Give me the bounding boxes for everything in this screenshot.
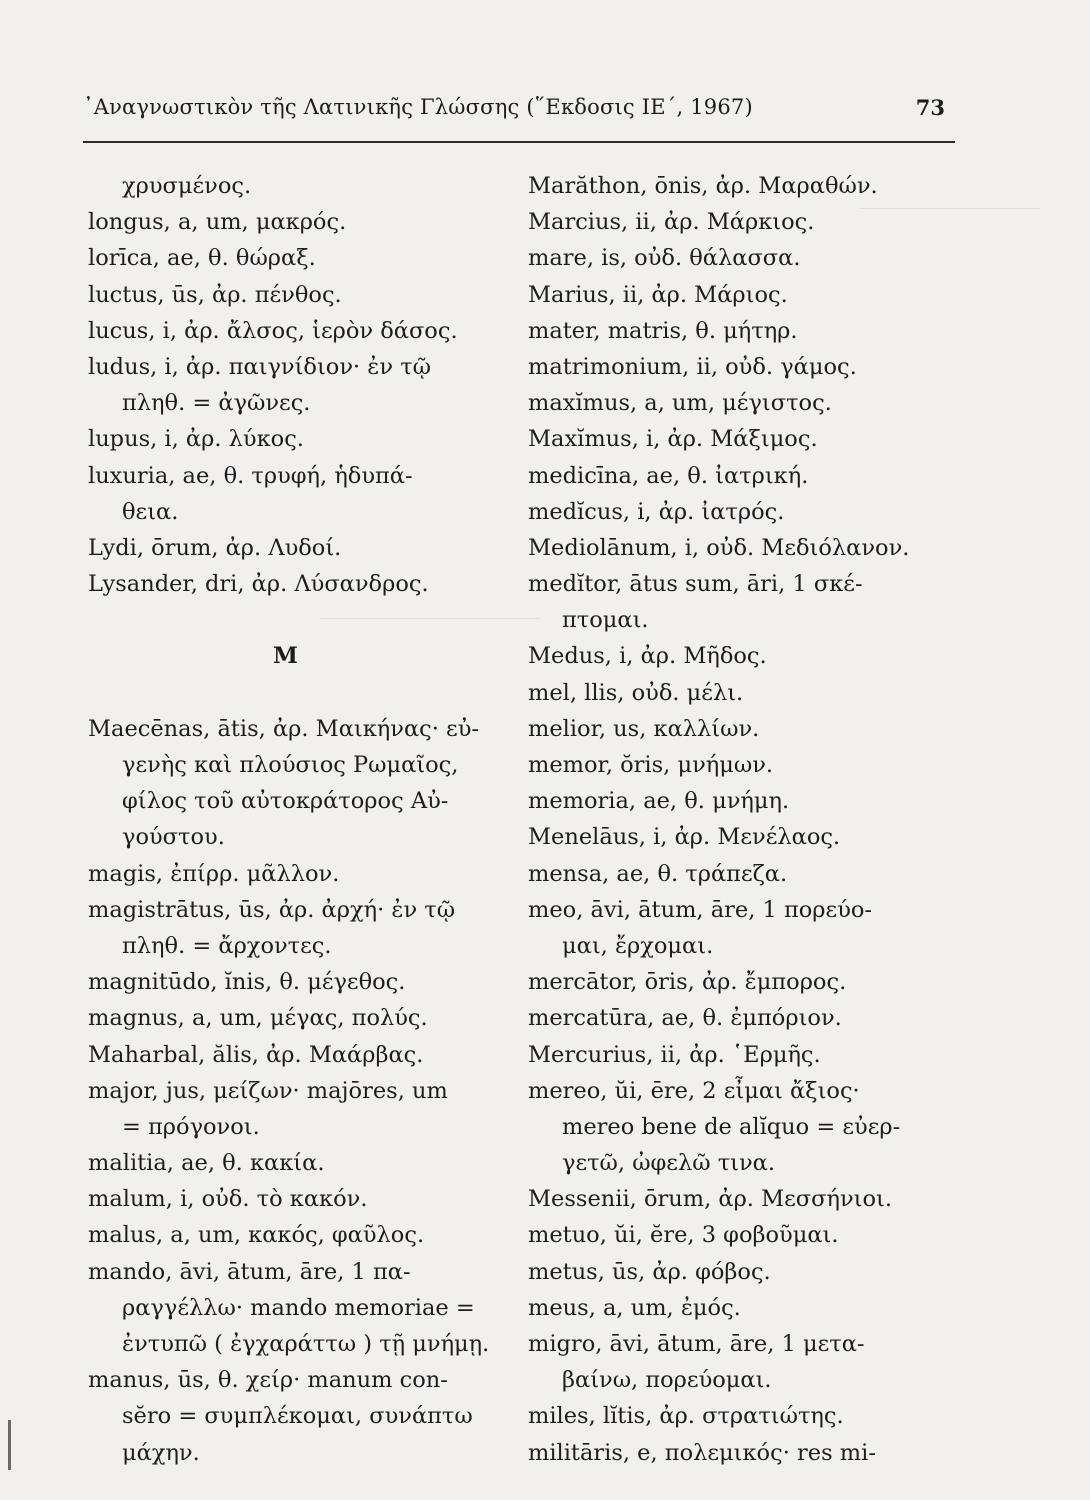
- dictionary-line: Marius, ii, ἀρ. Μάριος.: [528, 281, 788, 308]
- dictionary-line: = πρόγονοι.: [122, 1113, 260, 1140]
- dictionary-line: ραγγέλλω· mando memoriae =: [122, 1294, 475, 1321]
- dictionary-line: γενὴς καὶ πλούσιος Ρωμαῖος,: [122, 752, 459, 778]
- dictionary-line: melior, us, καλλίων.: [528, 715, 760, 742]
- dictionary-line: Mercurius, ii, ἀρ. ῾Ερμῆς.: [528, 1041, 821, 1068]
- dictionary-line: mercātor, ōris, ἀρ. ἔμπορος.: [528, 969, 847, 996]
- scan-edge-mark: [8, 1420, 11, 1470]
- dictionary-line: mereo, ŭi, ēre, 2 εἶμαι ἄξιος·: [528, 1077, 860, 1104]
- dictionary-line: lorīca, ae, θ. θώραξ.: [88, 245, 316, 272]
- dictionary-line: maxĭmus, a, um, μέγιστος.: [528, 390, 832, 417]
- dictionary-line: Menelāus, i, ἀρ. Μενέλαος.: [528, 824, 841, 851]
- dictionary-line: magnus, a, um, μέγας, πολύς.: [88, 1005, 428, 1032]
- right-column: [528, 168, 958, 1471]
- dictionary-line: migro, āvi, ātum, āre, 1 μετα-: [528, 1331, 865, 1357]
- dictionary-line: Maecēnas, ātis, ἀρ. Μαικήνας· εὐ-: [88, 715, 479, 742]
- dictionary-line: πληθ. = ἀγῶνες.: [122, 390, 311, 417]
- dictionary-line: sĕro = συμπλέκομαι, συνάπτω: [122, 1403, 473, 1430]
- dictionary-line: magistrātus, ūs, ἀρ. ἀρχή· ἐν τῷ: [88, 896, 456, 923]
- left-column: [88, 168, 533, 1471]
- dictionary-line: mel, llis, οὐδ. μέλι.: [528, 679, 744, 706]
- dictionary-line: meus, a, um, ἐμός.: [528, 1294, 741, 1321]
- dictionary-line: Messenii, ōrum, ἀρ. Μεσσήνιοι.: [528, 1186, 893, 1213]
- dictionary-line: mare, is, οὐδ. θάλασσα.: [528, 245, 801, 272]
- dictionary-line: militāris, e, πολεμικός· res mi-: [528, 1439, 876, 1466]
- dictionary-line: πληθ. = ἄρχοντες.: [122, 932, 332, 959]
- dictionary-line: malitia, ae, θ. κακία.: [88, 1150, 325, 1177]
- dictionary-line: matrimonium, ii, οὐδ. γάμος.: [528, 353, 857, 380]
- spacer: [88, 675, 533, 711]
- dictionary-line: malus, a, um, κακός, φαῦλος.: [88, 1222, 425, 1249]
- dictionary-line: Marăthon, ōnis, ἀρ. Μαραθών.: [528, 173, 878, 199]
- dictionary-line: metus, ūs, ἀρ. φόβος.: [528, 1258, 771, 1285]
- dictionary-line: memor, ŏris, μνήμων.: [528, 752, 774, 778]
- page-header: [83, 95, 953, 135]
- dictionary-line: longus, a, um, μακρός.: [88, 209, 347, 236]
- dictionary-line: medĭcus, i, ἀρ. ἰατρός.: [528, 498, 785, 525]
- dictionary-line: luctus, ūs, ἀρ. πένθος.: [88, 281, 342, 308]
- dictionary-line: medĭtor, ātus sum, āri, 1 σκέ-: [528, 571, 863, 598]
- dictionary-line: medicīna, ae, θ. ἰατρική.: [528, 462, 809, 489]
- dictionary-line: Medus, i, ἀρ. Μῆδος.: [528, 643, 767, 670]
- dictionary-line: magis, ἐπίρρ. μᾶλλον.: [88, 860, 340, 887]
- dictionary-line: luxuria, ae, θ. τρυφή, ἡδυπά-: [88, 462, 413, 489]
- dictionary-line: mando, āvi, ātum, āre, 1 πα-: [88, 1258, 411, 1285]
- dictionary-line: mercatūra, ae, θ. ἐμπόριον.: [528, 1005, 842, 1032]
- dictionary-line: memoria, ae, θ. μνήμη.: [528, 788, 790, 815]
- dictionary-line: lupus, i, ἀρ. λύκος.: [88, 426, 304, 453]
- dictionary-line: πτομαι.: [562, 607, 649, 634]
- dictionary-line: malum, i, οὐδ. τὸ κακόν.: [88, 1186, 368, 1213]
- dictionary-line: θεια.: [122, 498, 179, 525]
- dictionary-line: Maxĭmus, i, ἀρ. Μάξιμος.: [528, 426, 818, 453]
- dictionary-line: mater, matris, θ. μήτηρ.: [528, 317, 798, 344]
- dictionary-line: lucus, i, ἀρ. ἄλσος, ἱερὸν δάσος.: [88, 317, 458, 344]
- dictionary-line: ἐντυπῶ ( ἐγχαράττω ) τῇ μνήμῃ.: [122, 1331, 490, 1357]
- spacer: [88, 602, 533, 638]
- dictionary-line: φίλος τοῦ αὐτοκράτορος Αὐ-: [122, 788, 449, 815]
- running-title: ᾿Αναγνωστικὸν τῆς Λατινικῆς Γλώσσης (῞Εκδοσις ΙΕ΄, 1967): [83, 95, 753, 119]
- dictionary-line: Maharbal, ălis, ἀρ. Μαάρβας.: [88, 1041, 424, 1068]
- dictionary-line: miles, lĭtis, ἀρ. στρατιώτης.: [528, 1403, 844, 1430]
- dictionary-line: Marcius, ii, ἀρ. Μάρκιος.: [528, 209, 815, 236]
- dictionary-line: Lysander, dri, ἀρ. Λύσανδρος.: [88, 571, 429, 598]
- dictionary-line: meo, āvi, ātum, āre, 1 πορεύο-: [528, 896, 873, 923]
- page-number: 73: [915, 95, 945, 120]
- dictionary-line: μαι, ἔρχομαι.: [562, 932, 714, 959]
- dictionary-line: ludus, i, ἀρ. παιγνίδιον· ἐν τῷ: [88, 353, 432, 380]
- dictionary-line: γετῶ, ὠφελῶ τινα.: [562, 1150, 776, 1177]
- dictionary-line: γούστου.: [122, 824, 225, 851]
- section-letter: M: [273, 643, 298, 670]
- header-rule: [83, 141, 955, 143]
- dictionary-line: metuo, ŭi, ĕre, 3 φοβοῦμαι.: [528, 1222, 839, 1249]
- dictionary-line: mereo bene de alĭquo = εὐερ-: [562, 1113, 901, 1140]
- dictionary-line: manus, ūs, θ. χείρ· manum con-: [88, 1367, 448, 1394]
- dictionary-line: Mediolānum, i, οὐδ. Μεδιόλανον.: [528, 534, 910, 561]
- dictionary-line: μάχην.: [122, 1439, 200, 1466]
- dictionary-line: βαίνω, πορεύομαι.: [562, 1367, 772, 1394]
- dictionary-line: major, jus, μείζων· majōres, um: [88, 1077, 448, 1104]
- dictionary-line: mensa, ae, θ. τράπεζα.: [528, 860, 788, 887]
- dictionary-line: Lydi, ōrum, ἀρ. Λυδοί.: [88, 534, 342, 561]
- dictionary-line: magnitūdo, ĭnis, θ. μέγεθος.: [88, 969, 406, 996]
- dictionary-line: χρυσμένος.: [122, 173, 252, 199]
